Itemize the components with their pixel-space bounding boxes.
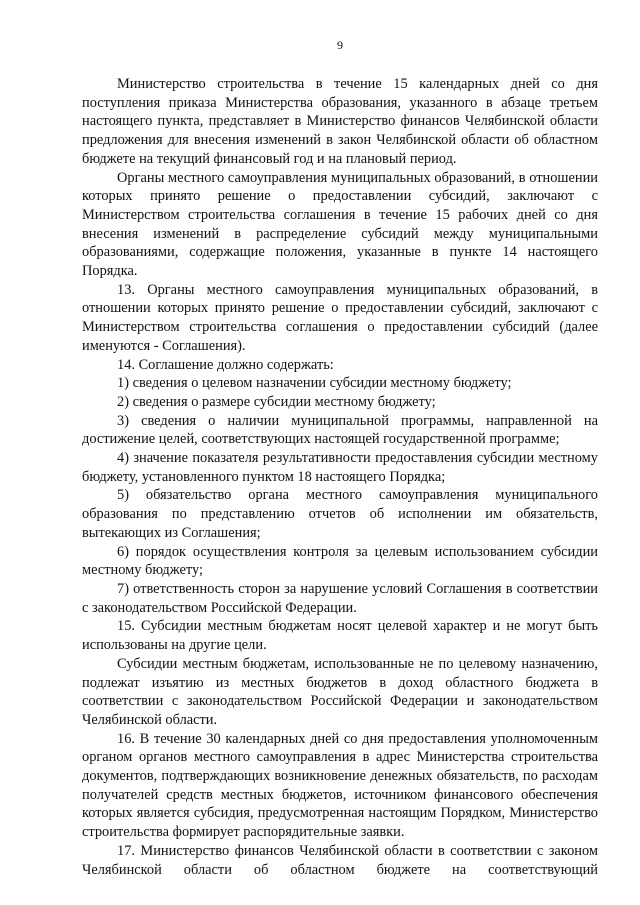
paragraph-15: 15. Субсидии местным бюджетам носят целевой характер и не могут быть использованы на другие цели. xyxy=(82,618,598,654)
paragraph: Субсидии местным бюджетам, использованные не по целевому назначению, подлежат изъятию из местных бюджетов в доход областного бюджета в соответствии с законодательством Российской Федерации и законодательством Челябинской области. xyxy=(82,655,598,728)
list-item: 1) сведения о целевом назначении субсидии местному бюджету; xyxy=(117,375,512,392)
paragraph-13: 13. Органы местного самоуправления муниципальных образований, в отношении которых принято решение о предоставлении субсидий, заключают с Министерством строительства соглашения о предоставлении субсидий (далее именуются - Соглашения). xyxy=(82,281,598,354)
paragraph-16: 16. В течение 30 календарных дней со дня предоставления уполномоченным органом органов местного самоуправления в адрес Министерства строительства документов, подтверждающих возникновение денежных обязательств, по расходам получателей средств местных бюджетов, источником финансового обеспечения которых является субсидия, предусмотренная настоящим Порядком, Министерство строительства формирует распорядительные заявки. xyxy=(82,730,598,841)
list-item: 3) сведения о наличии муниципальной программы, направленной на достижение целей, соответствующих настоящей государственной программе; xyxy=(82,412,598,448)
paragraph: Органы местного самоуправления муниципальных образований, в отношении которых принято решение о предоставлении субсидий, заключают с Министерством строительства соглашения в течение 15 рабочих дней со дня внесения изменений в распределение субсидий между муниципальными образованиями, содержащие положения, указанные в пункте 14 настоящего Порядка. xyxy=(82,169,598,280)
list-item: 7) ответственность сторон за нарушение условий Соглашения в соответствии с законодательством Российской Федерации. xyxy=(82,580,598,616)
list-item: 2) сведения о размере субсидии местному бюджету; xyxy=(117,393,436,410)
paragraph: Министерство строительства в течение 15 календарных дней со дня поступления приказа Министерства образования, указанного в абзаце третьем настоящего пункта, представляет в Министерство финансов Челябинской области предложения для внесения изменений в закон Челябинской области об областном бюджете на текущий финансовый год и на плановый период. xyxy=(82,76,598,167)
page-number: 9 xyxy=(337,38,343,52)
paragraph-14: 14. Соглашение должно содержать: xyxy=(117,356,334,373)
list-item: 6) порядок осуществления контроля за целевым использованием субсидии местному бюджету; xyxy=(82,543,598,579)
list-item: 5) обязательство органа местного самоуправления муниципального образования по представлению отчетов об исполнении им обязательств, вытекающих из Соглашения; xyxy=(82,487,598,541)
list-item: 4) значение показателя результативности предоставления субсидии местному бюджету, установленного пунктом 18 настоящего Порядка; xyxy=(82,450,598,485)
paragraph-17: 17. Министерство финансов Челябинской области в соответствии с законом Челябинской области об областном бюджете на соответствующий xyxy=(82,842,598,878)
